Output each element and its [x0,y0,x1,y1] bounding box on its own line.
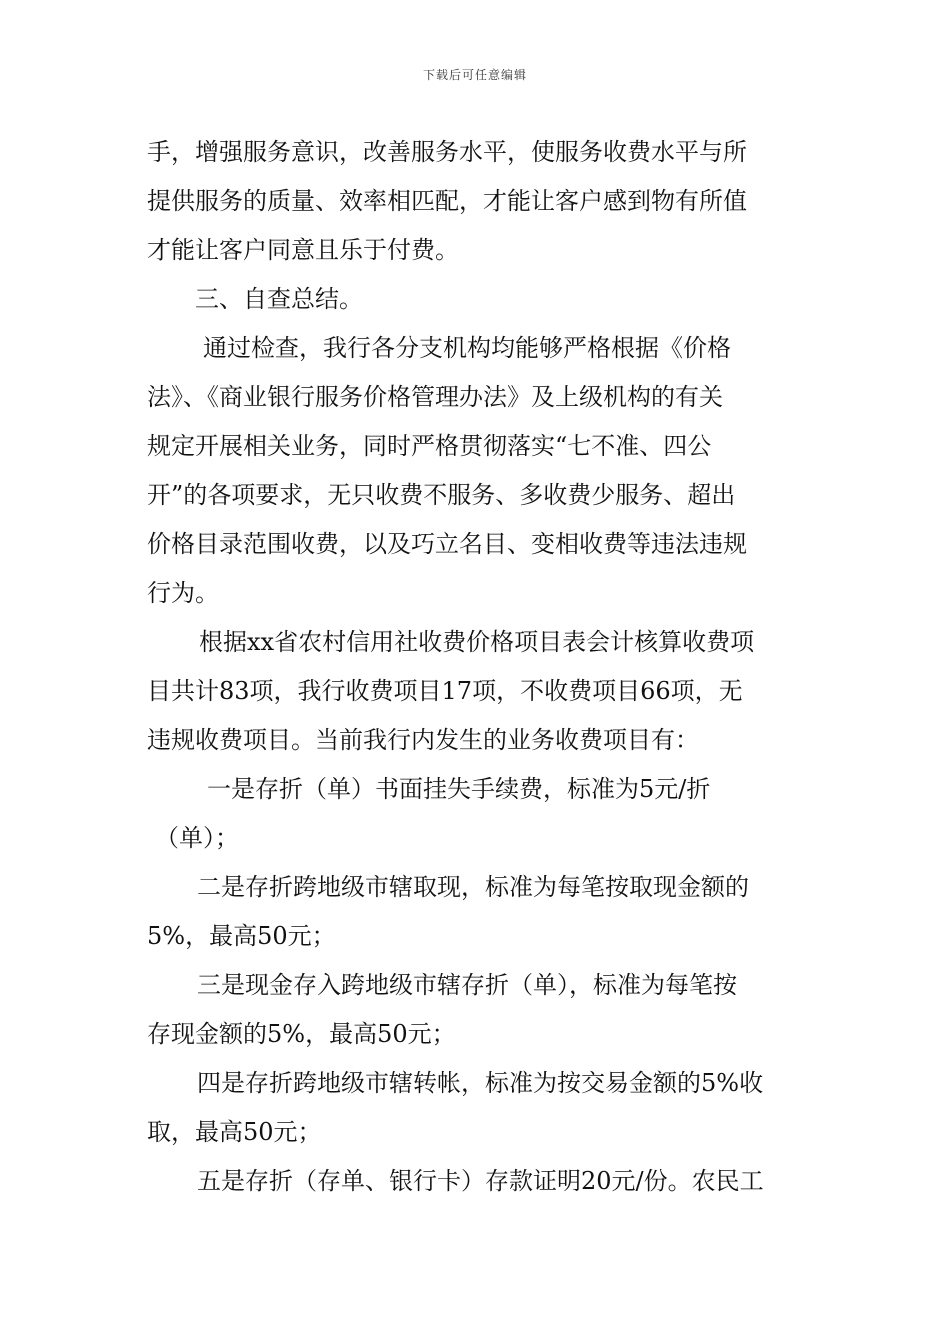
list-item: 四是存折跨地级市辖转帐，标准为按交易金额的5%收 [197,1069,764,1097]
text-line: 根据xx省农村信用社收费价格项目表会计核算收费项 [199,628,755,656]
text-line: 才能让客户同意且乐于付费。 [147,236,459,264]
text-line: 手，增强服务意识，改善服务水平，使服务收费水平与所 [147,138,747,166]
text-line: 法》、《商业银行服务价格管理办法》及上级机构的有关 [147,383,723,411]
text-line: （单）； [155,824,239,852]
list-item: 五是存折（存单、银行卡）存款证明20元/份。农民工 [197,1167,764,1195]
page-header: 下载后可任意编辑 [422,68,527,82]
text-line: 5%，最高50元； [147,922,336,950]
text-line: 行为。 [147,579,219,607]
text-line: 规定开展相关业务，同时严格贯彻落实“七不准、四公 [147,432,712,460]
list-item: 二是存折跨地级市辖取现，标准为每笔按取现金额的 [197,873,749,901]
text-line: 违规收费项目。当前我行内发生的业务收费项目有： [147,726,699,754]
text-line: 目共计83项，我行收费项目17项，不收费项目66项，无 [147,677,743,705]
text-line: 通过检查，我行各分支机构均能够严格根据《价格 [203,334,731,362]
list-item: 三是现金存入跨地级市辖存折（单），标准为每笔按 [197,971,737,999]
section-heading: 三、自查总结。 [195,285,363,313]
document-body [147,128,807,1206]
text-line: 取，最高50元； [147,1118,322,1146]
text-line: 提供服务的质量、效率相匹配，才能让客户感到物有所值 [147,187,747,215]
text-line: 存现金额的5%，最高50元； [147,1020,456,1048]
text-line: 价格目录范围收费，以及巧立名目、变相收费等违法违规 [147,530,747,558]
list-item: 一是存折（单）书面挂失手续费，标准为5元/折 [207,775,711,803]
text-line: 开”的各项要求，无只收费不服务、多收费少服务、超出 [147,481,736,509]
